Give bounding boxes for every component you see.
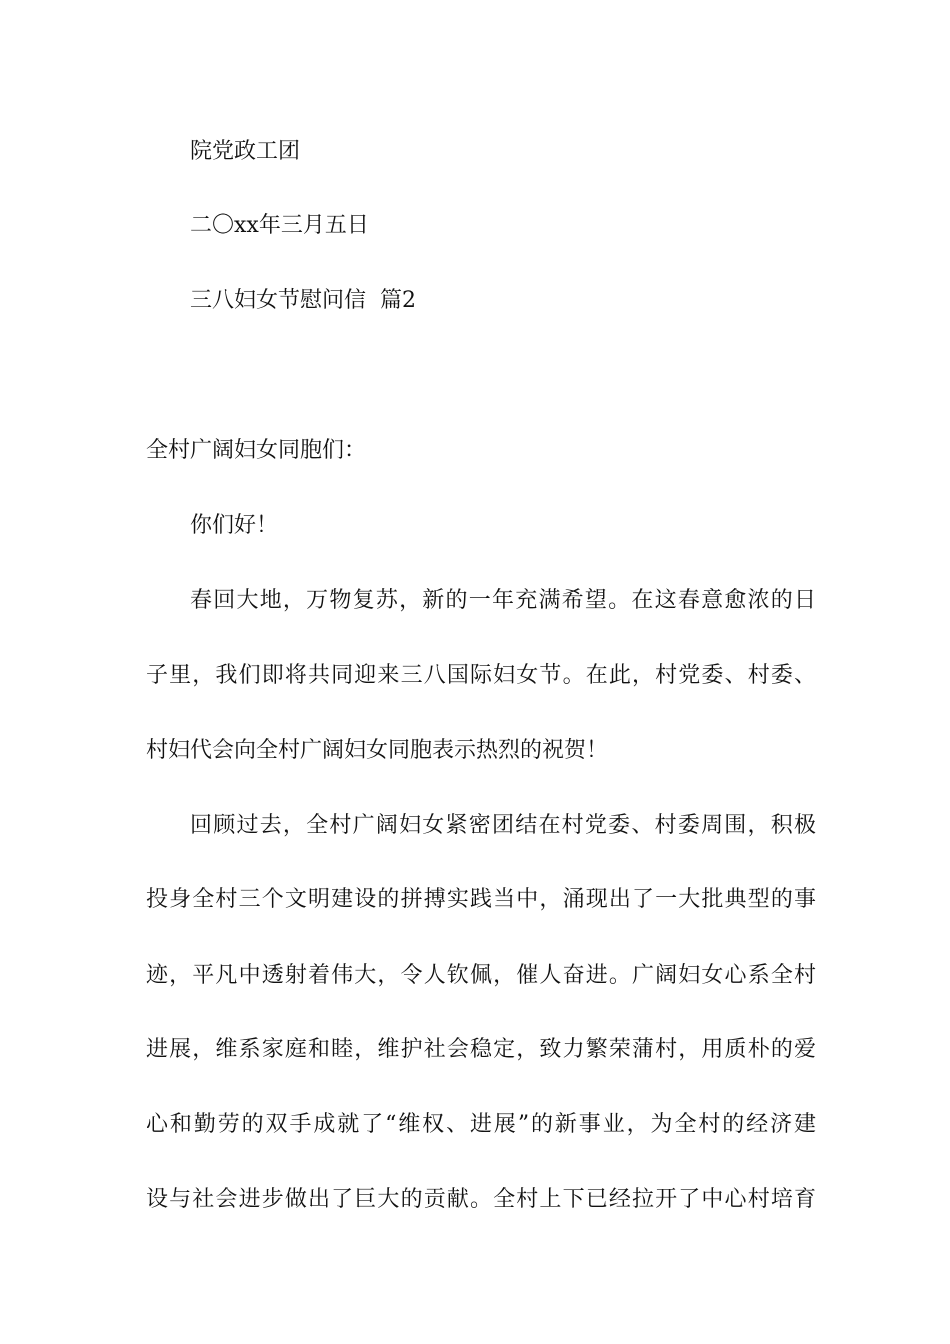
paragraph2-line: 迹，平凡中透射着伟大，令人钦佩，催人奋进。广阔妇女心系全村 xyxy=(146,963,816,988)
paragraph2-line: 进展，维系家庭和睦，维护社会稳定，致力繁荣蒲村，用质朴的爱 xyxy=(146,1037,816,1062)
paragraph2-line: 投身全村三个文明建设的拼搏实践当中，涌现出了一大批典型的事 xyxy=(146,887,816,912)
signature-date: 二〇xx年三月五日 xyxy=(190,213,369,238)
paragraph1-line: 村妇代会向全村广阔妇女同胞表示热烈的祝贺！ xyxy=(146,738,609,763)
paragraph2-line: 心和勤劳的双手成就了“维权、进展”的新事业，为全村的经济建 xyxy=(146,1112,816,1137)
signature-organization: 院党政工团 xyxy=(190,139,301,164)
paragraph2-line: 回顾过去，全村广阔妇女紧密团结在村党委、村委周围，积极 xyxy=(190,813,816,838)
section-title: 三八妇女节慰问信 篇2 xyxy=(190,288,416,313)
greeting: 你们好！ xyxy=(190,513,279,538)
paragraph2-line: 设与社会进步做出了巨大的贡献。全村上下已经拉开了中心村培育 xyxy=(146,1187,816,1212)
salutation: 全村广阔妇女同胞们： xyxy=(146,438,367,463)
paragraph1-line: 子里，我们即将共同迎来三八国际妇女节。在此，村党委、村委、 xyxy=(146,663,816,688)
paragraph1-line: 春回大地，万物复苏，新的一年充满希望。在这春意愈浓的日 xyxy=(190,588,816,613)
